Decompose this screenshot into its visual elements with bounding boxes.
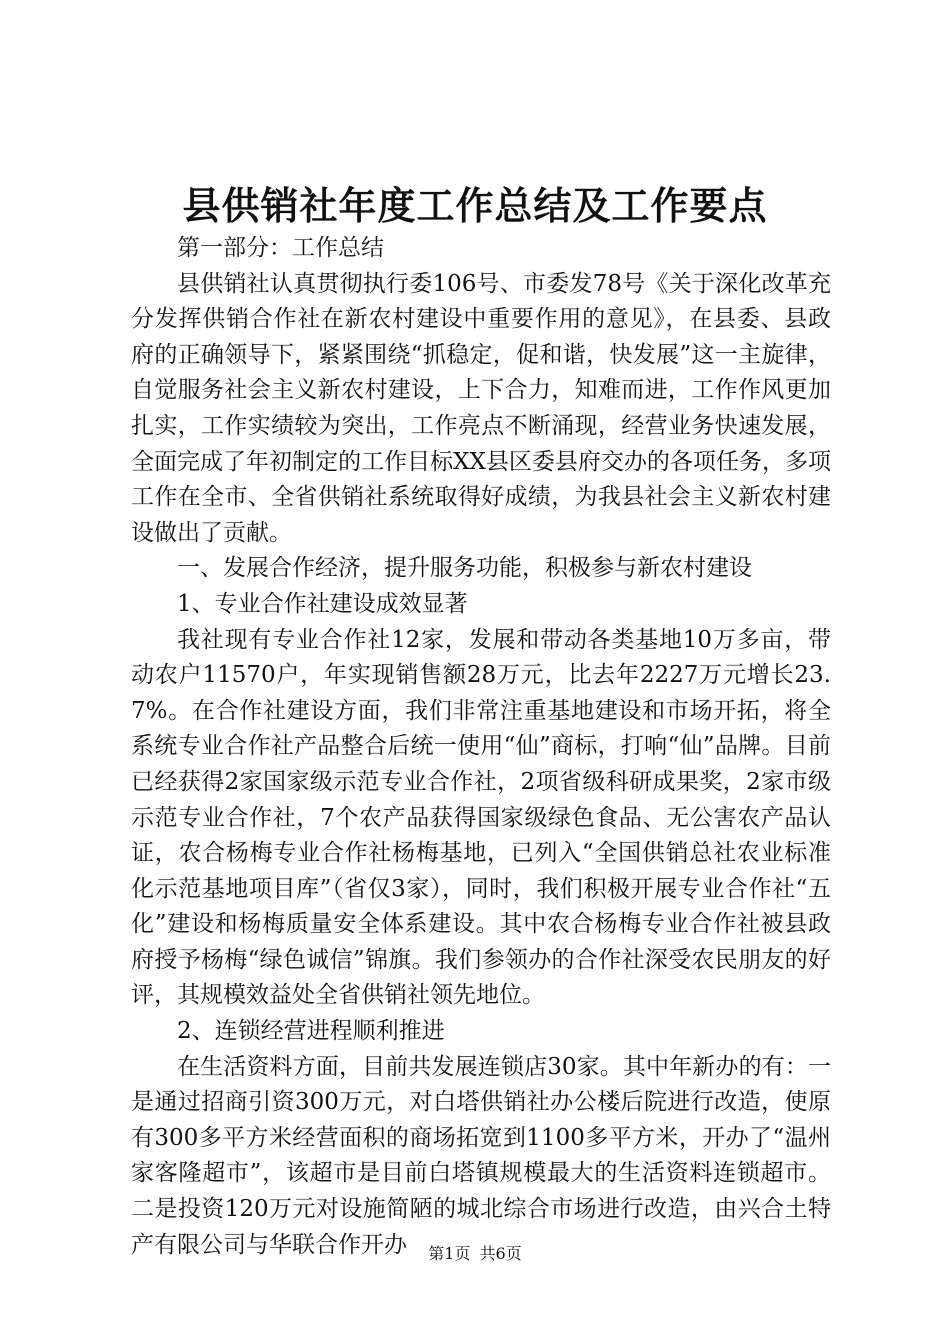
page-total: 共6页 (479, 1244, 522, 1263)
page-footer (0, 1243, 950, 1265)
document-title: 县供销社年度工作总结及工作要点 (182, 183, 768, 228)
chain-stores-paragraph: 在生活资料方面，目前共发展连锁店30家。其中年新办的有：一是通过招商引资300万元，对白塔供销社办公楼后院进行改造，使原有300多平方米经营面积的商场拓宽到1100多平方米，开办了“温州家客隆超市”，该超市是目前白塔镇规模最大的生活资料连锁超市。二是投资120万元对设施简陋的城北综合市场进行改造，由兴合土特产有限公司与华联合作开办 (131, 1053, 831, 1258)
cooperatives-paragraph: 我社现有专业合作社12家，发展和带动各类基地10万多亩，带动农户11570户，年实现销售额28万元，比去年2227万元增长23.7%。在合作社建设方面，我们非常注重基地建设和市场开拓，将全系统专业合作社产品整合后统一使用“仙”商标，打响“仙”品牌。目前已经获得2家国家级示范专业合作社，2项省级科研成果奖，2家市级示范专业合作社，7个农产品获得国家级绿色食品、无公害农产品认证，农合杨梅专业合作社杨梅基地，已列入“全国供销总社农业标准化示范基地项目库”（省仅3家），同时，我们积极开展专业合作社“五化”建设和杨梅质量安全体系建设。其中农合杨梅专业合作社被县政府授予杨梅“绿色诚信”锦旗。我们参领办的合作社深受农民朋友的好评，其规模效益处全省供销社领先地位。 (131, 626, 831, 1009)
section-heading-one: 一、发展合作经济，提升服务功能，积极参与新农村建设 (177, 555, 752, 582)
document-body (131, 231, 831, 1263)
subheading-chain-stores: 2、连锁经营进程顺利推进 (177, 1018, 445, 1045)
subheading-cooperatives: 1、专业合作社建设成效显著 (177, 590, 468, 617)
intro-paragraph: 县供销社认真贯彻执行委106号、市委发78号《关于深化改革充分发挥供销合作社在新农村建设中重要作用的意见》，在县委、县政府的正确领导下，紧紧围绕“抓稳定，促和谐，快发展”这一主旋律，自觉服务社会主义新农村建设，上下合力，知难而进，工作作风更加扎实，工作实绩较为突出，工作亮点不断涌现，经营业务快速发展，全面完成了年初制定的工作目标XX县区委县府交办的各项任务，多项工作在全市、全省供销社系统取得好成绩，为我县社会主义新农村建设做出了贡献。 (131, 270, 831, 546)
page-number: 第1页 (428, 1244, 471, 1263)
section-heading-part-one: 第一部分：工作总结 (177, 235, 384, 261)
